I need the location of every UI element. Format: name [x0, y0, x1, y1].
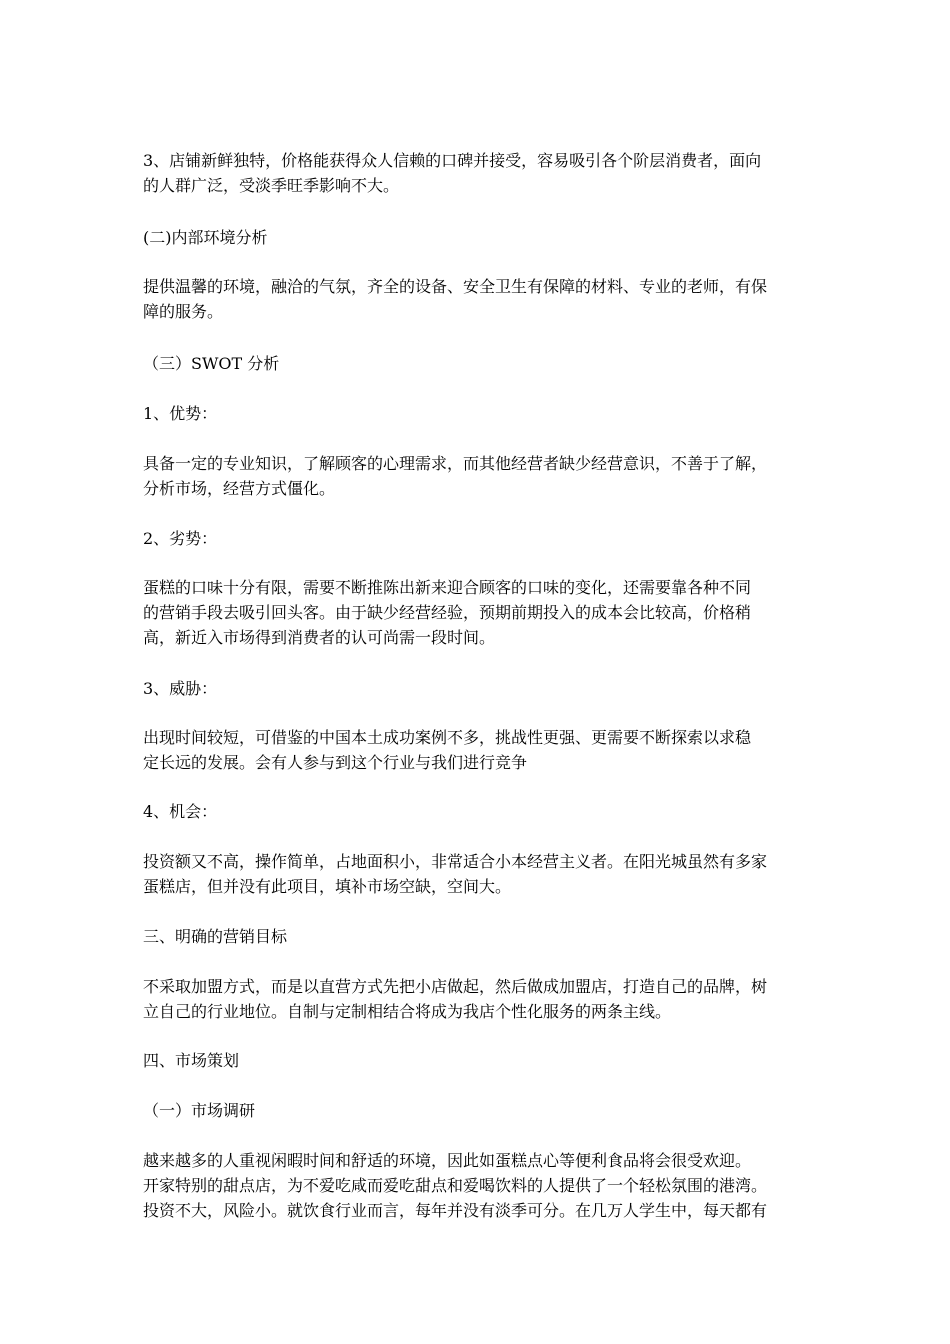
heading-threats: 3、威胁：	[143, 679, 218, 698]
heading-market-research: （一）市场调研	[143, 1101, 256, 1120]
paragraph-opportunities: 投资额又不高，操作简单，占地面积小，非常适合小本经营主义者。在阳光城虽然有多家 蛋糕店，但并没有此项目，填补市场空缺，空间大。	[143, 852, 768, 896]
heading-weaknesses: 2、劣势：	[143, 529, 218, 548]
paragraph-strengths: 具备一定的专业知识，了解顾客的心理需求，而其他经营者缺少经营意识，不善于了解， 分析市场，经营方式僵化。	[143, 454, 768, 498]
paragraph-weaknesses: 蛋糕的口味十分有限，需要不断推陈出新来迎合顾客的口味的变化，还需要靠各种不同 的营销手段去吸引回头客。由于缺少经营经验，预期前期投入的成本会比较高，价格稍 高，新近入市场得到消费者的认可尚需一段时间。	[143, 578, 752, 647]
paragraph-marketing-goals: 不采取加盟方式，而是以直营方式先把小店做起，然后做成加盟店，打造自己的品牌，树 立自己的行业地位。自制与定制相结合将成为我店个性化服务的两条主线。	[143, 977, 768, 1021]
paragraph-store-features: 3、店铺新鲜独特，价格能获得众人信赖的口碑并接受，容易吸引各个阶层消费者，面向 的人群广泛，受淡季旺季影响不大。	[143, 151, 762, 195]
paragraph-internal-environment: 提供温馨的环境，融洽的气氛，齐全的设备、安全卫生有保障的材料、专业的老师，有保 障的服务。	[143, 277, 768, 321]
paragraph-threats: 出现时间较短，可借鉴的中国本土成功案例不多，挑战性更强、更需要不断探索以求稳 定长远的发展。会有人参与到这个行业与我们进行竞争	[143, 728, 752, 772]
heading-marketing-goals: 三、明确的营销目标	[143, 927, 288, 946]
heading-internal-environment: (二)内部环境分析	[143, 228, 268, 247]
heading-market-planning: 四、市场策划	[143, 1051, 240, 1070]
paragraph-market-research: 越来越多的人重视闲暇时间和舒适的环境，因此如蛋糕点心等便利食品将会很受欢迎。 开家特别的甜点店，为不爱吃咸而爱吃甜点和爱喝饮料的人提供了一个轻松氛围的港湾。 投资不大，风险小。就饮食行业而言，每年并没有淡季可分。在几万人学生中，每天都有	[143, 1151, 768, 1220]
heading-swot: （三）SWOT 分析	[143, 354, 280, 373]
heading-strengths: 1、优势：	[143, 404, 218, 423]
heading-opportunities: 4、机会：	[143, 802, 218, 821]
